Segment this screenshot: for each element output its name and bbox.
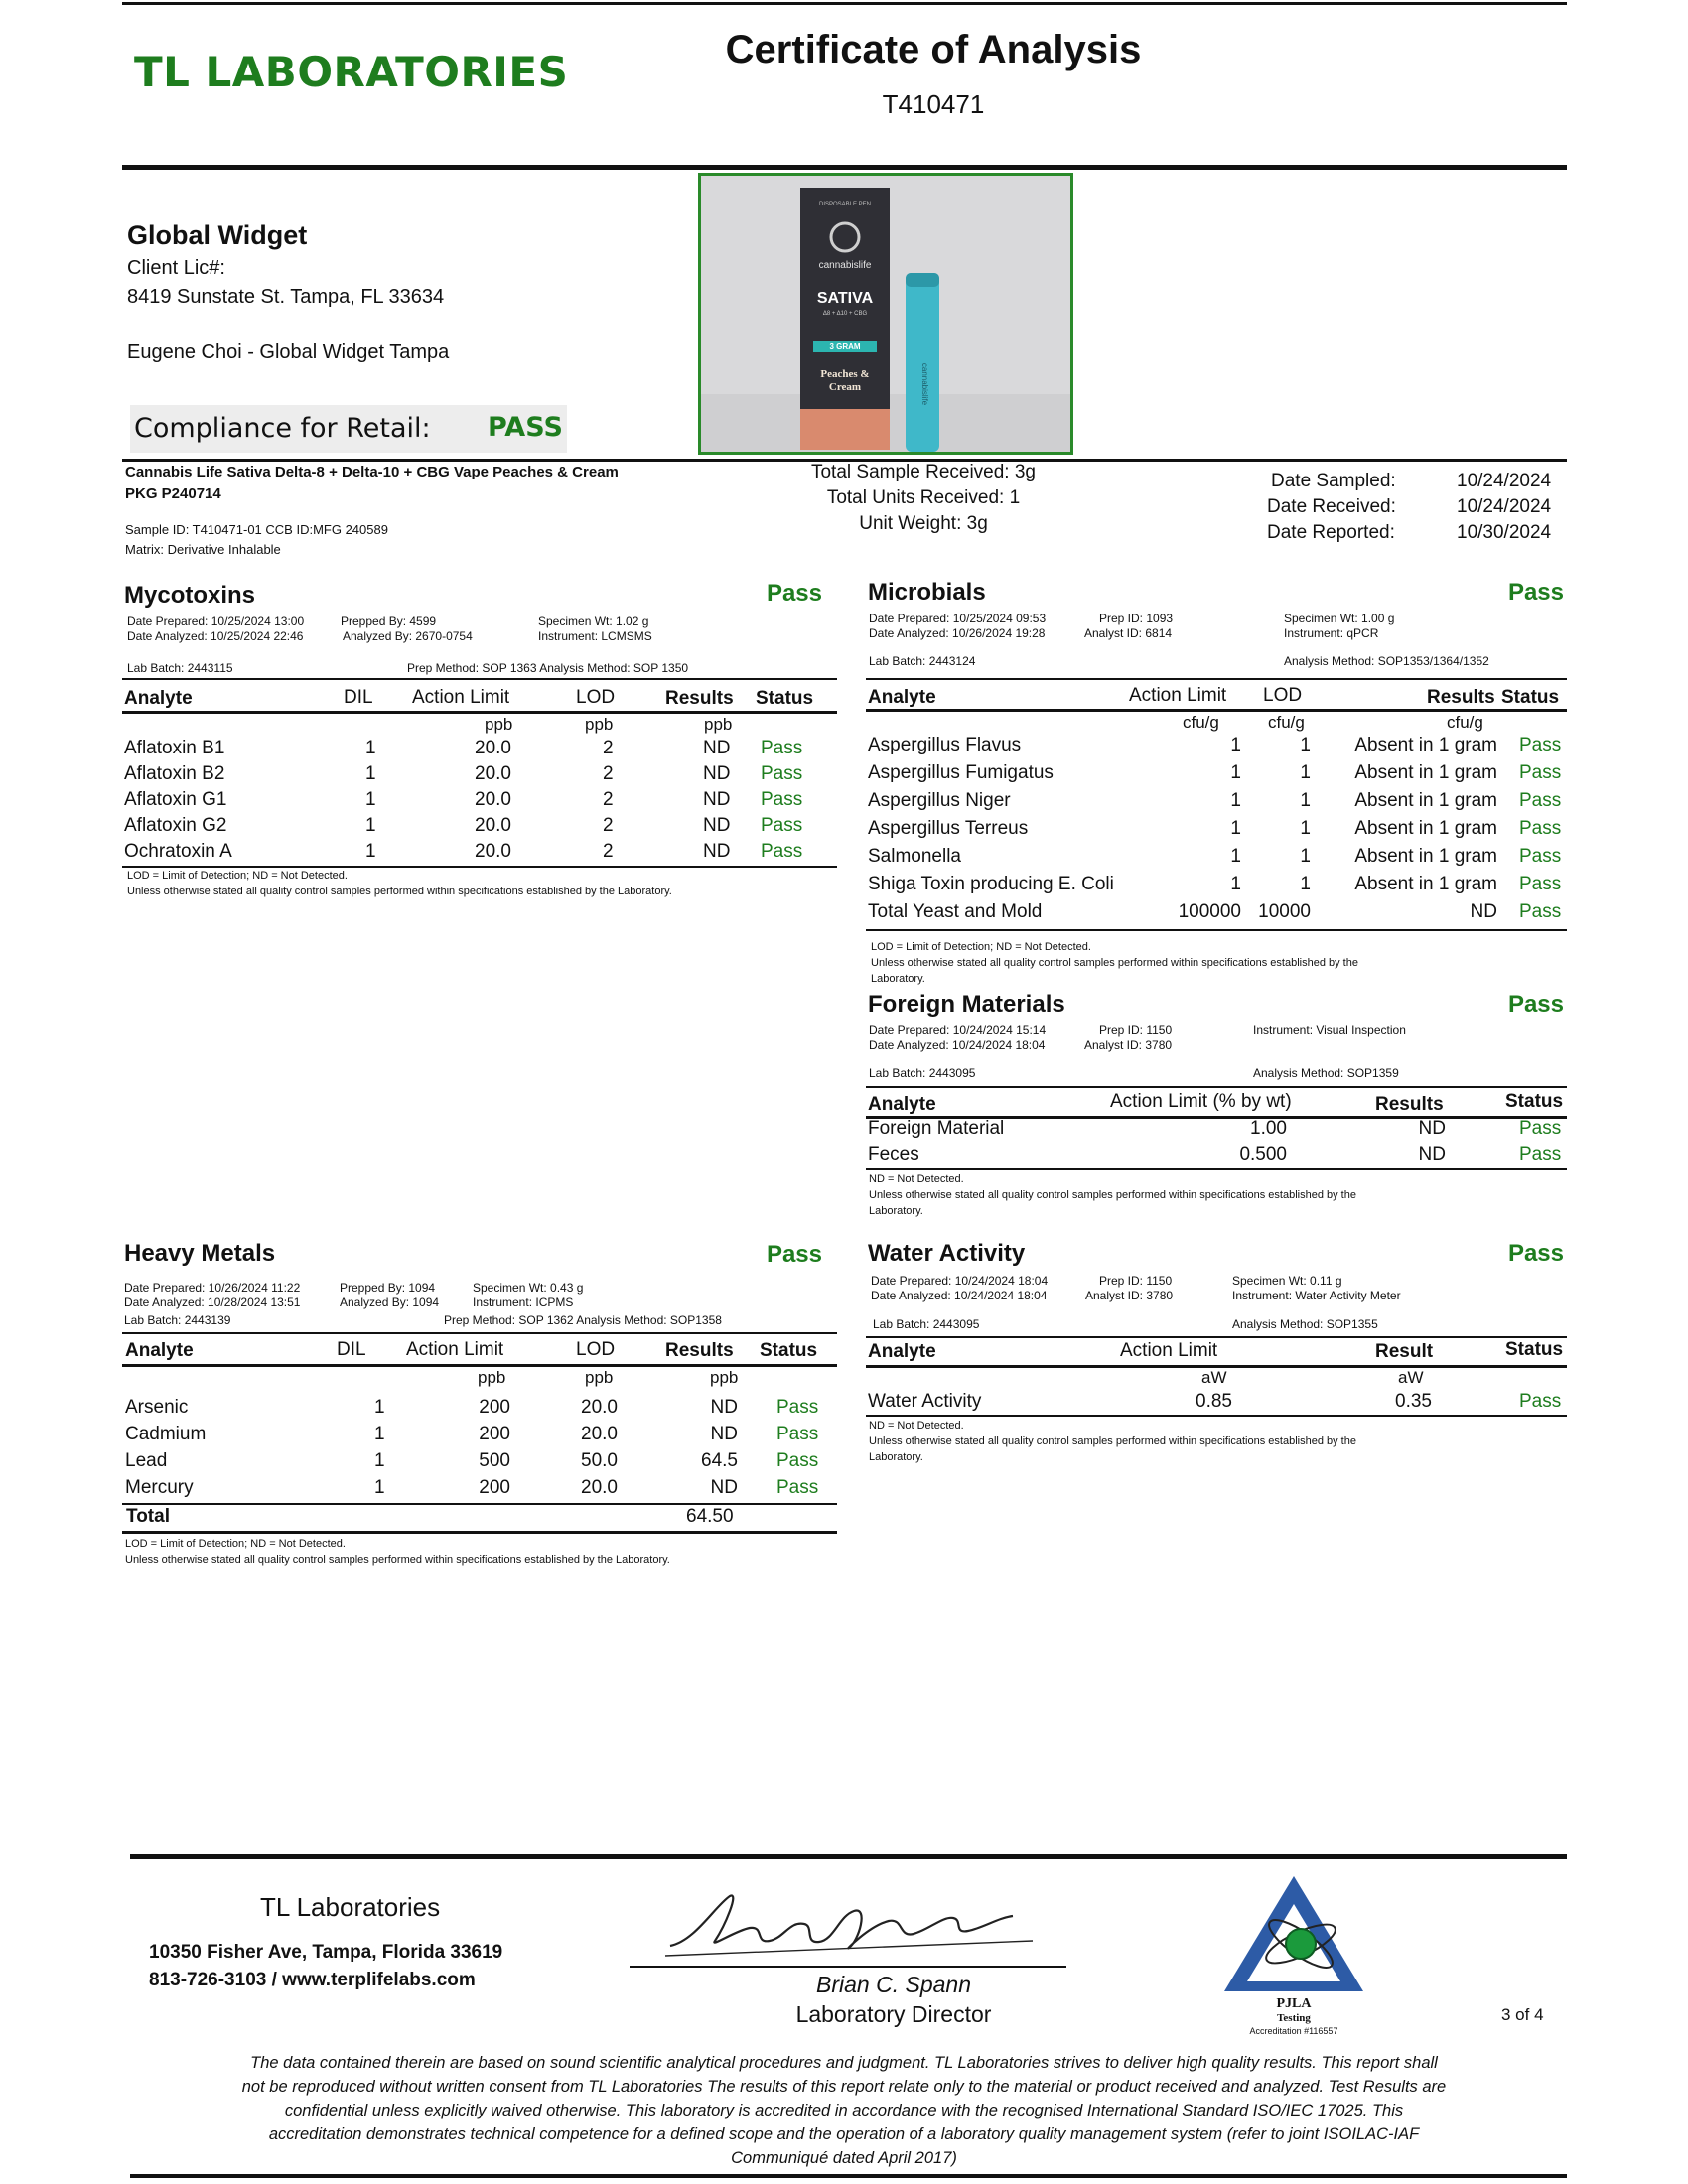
col-action-limit: Action Limit [406, 1339, 504, 1360]
results: Absent in 1 gram [1354, 735, 1497, 755]
dil: 1 [374, 1450, 385, 1471]
analyte: Aflatoxin G2 [124, 815, 227, 836]
col-lod: LOD [576, 1339, 616, 1360]
col-results: Results [1375, 1094, 1444, 1115]
compliance-label: Compliance for Retail: [134, 413, 431, 444]
mycotoxins-lab-batch: Lab Batch: 2443115 [127, 661, 233, 675]
analyte: Lead [125, 1450, 168, 1471]
microbials-bottom-rule [866, 929, 1567, 931]
mycotoxins-note-2: Unless otherwise stated all quality control samples performed within specifications established by the Laboratory. [127, 886, 672, 897]
dil: 1 [365, 841, 376, 862]
microbials-date-analyzed: Date Analyzed: 10/26/2024 19:28 [869, 626, 1046, 640]
lab-logo-text: TL LABORATORIES [134, 48, 569, 96]
lod: 1 [1300, 735, 1311, 755]
lod: 2 [603, 763, 614, 784]
date-sampled-value: 10/24/2024 [1457, 471, 1552, 491]
results: Absent in 1 gram [1354, 818, 1497, 839]
heavy-metals-title: Heavy Metals [124, 1240, 276, 1267]
foreign-note-2: Unless otherwise stated all quality control samples performed within specifications established by the [869, 1189, 1356, 1201]
results: Absent in 1 gram [1354, 790, 1497, 811]
col-lod: LOD [1263, 685, 1303, 706]
unit-lod: ppb [585, 715, 614, 734]
box-size-text: 3 GRAM [829, 342, 861, 351]
col-status: Status [1501, 687, 1560, 708]
water-activity-title: Water Activity [868, 1240, 1026, 1267]
analyte: Aspergillus Niger [868, 790, 1011, 811]
analyte: Cadmium [125, 1424, 207, 1444]
status: Pass [776, 1477, 819, 1498]
certificate-id: T410471 [882, 89, 985, 119]
lod: 20.0 [581, 1397, 618, 1418]
unit-weight: Unit Weight: 3g [859, 513, 988, 534]
analyte: Aspergillus Terreus [868, 818, 1029, 839]
microbials-analysis-method: Analysis Method: SOP1353/1364/1352 [1284, 654, 1489, 668]
heavy-metals-header-rule [122, 1364, 837, 1367]
date-reported-value: 10/30/2024 [1457, 522, 1552, 543]
foreign-rule [866, 1086, 1567, 1088]
box-strain-sub-text: Δ8 + Δ10 + CBG [822, 311, 868, 317]
lod: 50.0 [581, 1450, 618, 1471]
analyte: Total Yeast and Mold [868, 901, 1043, 922]
status: Pass [776, 1450, 819, 1471]
results: ND [710, 1397, 738, 1418]
client-contact: Eugene Choi - Global Widget Tampa [127, 341, 450, 363]
water-specimen-wt: Specimen Wt: 0.11 g [1232, 1274, 1342, 1288]
analyte: Foreign Material [868, 1118, 1005, 1139]
unit-results: ppb [710, 1368, 739, 1387]
unit-action-limit: ppb [478, 1368, 506, 1387]
unit-lod: ppb [585, 1368, 614, 1387]
microbials-rule [866, 678, 1567, 680]
water-rule [866, 1336, 1567, 1338]
heavy-metals-date-analyzed: Date Analyzed: 10/28/2024 13:51 [124, 1296, 301, 1309]
status: Pass [1519, 735, 1562, 755]
dil: 1 [374, 1397, 385, 1418]
analyte: Water Activity [868, 1391, 982, 1412]
lod: 20.0 [581, 1424, 618, 1444]
product-photo-illustration [701, 176, 1073, 455]
microbials-analyst-id: Analyst ID: 6814 [1084, 626, 1173, 640]
results: ND [1470, 901, 1497, 922]
box-brand-text: cannabislife [818, 260, 872, 271]
col-results: Results [665, 1340, 734, 1361]
col-results: Results [665, 688, 734, 709]
lod: 20.0 [581, 1477, 618, 1498]
analyte: Aflatoxin G1 [124, 789, 227, 810]
compliance-result: PASS [488, 412, 563, 443]
water-lab-batch: Lab Batch: 2443095 [873, 1317, 980, 1331]
water-prep-id: Prep ID: 1150 [1099, 1274, 1173, 1288]
heavy-metals-status: Pass [766, 1241, 822, 1268]
lod: 1 [1300, 846, 1311, 867]
foreign-date-analyzed: Date Analyzed: 10/24/2024 18:04 [869, 1038, 1046, 1052]
heavy-metals-date-prepared: Date Prepared: 10/26/2024 11:22 [124, 1281, 301, 1295]
heavy-metals-analyzed-by: Analyzed By: 1094 [340, 1296, 440, 1309]
col-analyte: Analyte [868, 1094, 936, 1115]
status: Pass [1519, 790, 1562, 811]
foreign-date-prepared: Date Prepared: 10/24/2024 15:14 [869, 1024, 1047, 1037]
col-analyte: Analyte [125, 1340, 194, 1361]
mycotoxins-status: Pass [766, 580, 822, 607]
analyte: Aflatoxin B2 [124, 763, 225, 784]
header-rule [122, 165, 1567, 170]
top-rule [122, 2, 1567, 5]
pjla-accreditation-text: Accreditation #116557 [1249, 2026, 1338, 2036]
lod: 1 [1300, 790, 1311, 811]
disclaimer: The data contained therein are based on sound scientific analytical procedures and judgment. TL Laboratories strives to deliver high quality results. This report shall not be reproduced without written consent from TL Laboratories The results of this report relate only to the material or product received and analyzed. Test Results are confidential unless explicitly waived otherwise. This laboratory is accredited in accordance with the recognised International Standard ISO/IEC 17025. This accreditation demonstrates technical competence for a defined scope and the operation of a laboratory quality management system (refer to joint ISOILAC-IAF Communiqué dated April 2017) [241, 2054, 1447, 2167]
unit-action-limit: cfu/g [1183, 713, 1219, 732]
results: Absent in 1 gram [1354, 874, 1497, 894]
foreign-materials-status: Pass [1507, 991, 1564, 1018]
col-action-limit: Action Limit (% by wt) [1110, 1091, 1292, 1112]
action-limit: 200 [479, 1397, 510, 1418]
unit-action-limit: ppb [485, 715, 513, 734]
microbials-title: Microbials [868, 579, 986, 606]
heavy-metals-specimen-wt: Specimen Wt: 0.43 g [473, 1281, 584, 1295]
status: Pass [1519, 818, 1562, 839]
col-analyte: Analyte [124, 688, 193, 709]
col-status: Status [1505, 1091, 1564, 1112]
analyte: Aspergillus Fumigatus [868, 762, 1054, 783]
col-result: Result [1375, 1341, 1434, 1362]
microbials-note-3: Laboratory. [871, 973, 925, 985]
action-limit: 1 [1230, 762, 1241, 783]
total-sample-received: Total Sample Received: 3g [810, 462, 1036, 482]
status: Pass [1519, 901, 1562, 922]
col-dil: DIL [344, 687, 373, 708]
lod: 2 [603, 841, 614, 862]
lod: 1 [1300, 874, 1311, 894]
foreign-instrument: Instrument: Visual Inspection [1253, 1024, 1406, 1037]
page-number: 3 of 4 [1501, 2005, 1544, 2024]
sample-matrix: Matrix: Derivative Inhalable [125, 542, 281, 557]
result: 0.35 [1395, 1391, 1432, 1412]
foreign-note-3: Laboratory. [869, 1205, 923, 1217]
microbials-specimen-wt: Specimen Wt: 1.00 g [1284, 612, 1395, 625]
action-limit: 20.0 [475, 841, 511, 862]
water-analyst-id: Analyst ID: 3780 [1085, 1289, 1174, 1302]
results: ND [703, 738, 731, 758]
footer-address: 10350 Fisher Ave, Tampa, Florida 33619 [149, 1942, 503, 1963]
lod: 1 [1300, 818, 1311, 839]
analyte: Aflatoxin B1 [124, 738, 225, 758]
heavy-metals-note-2: Unless otherwise stated all quality control samples performed within specifications established by the Laboratory. [125, 1554, 670, 1566]
foreign-analyst-id: Analyst ID: 3780 [1084, 1038, 1173, 1052]
action-limit: 500 [479, 1450, 510, 1471]
col-analyte: Analyte [868, 1341, 936, 1362]
mycotoxins-methods: Prep Method: SOP 1363 Analysis Method: SOP 1350 [407, 661, 689, 675]
action-limit: 1.00 [1250, 1118, 1287, 1139]
water-note-1: ND = Not Detected. [869, 1420, 964, 1432]
heavy-metals-note-1: LOD = Limit of Detection; ND = Not Detected. [125, 1538, 346, 1550]
mycotoxins-header-rule [122, 711, 837, 714]
unit-results: cfu/g [1447, 713, 1483, 732]
results: Absent in 1 gram [1354, 846, 1497, 867]
action-limit: 1 [1230, 735, 1241, 755]
status: Pass [1519, 1118, 1562, 1139]
signature-line [630, 1966, 1066, 1968]
heavy-metals-methods: Prep Method: SOP 1362 Analysis Method: SOP1358 [444, 1313, 722, 1327]
date-reported-label: Date Reported: [1267, 522, 1395, 543]
dil: 1 [365, 763, 376, 784]
pen-label-text: cannabislife [920, 362, 929, 406]
status: Pass [1519, 762, 1562, 783]
analyte: Feces [868, 1144, 919, 1164]
dil: 1 [365, 815, 376, 836]
water-activity-status: Pass [1507, 1240, 1564, 1267]
box-flavor-text-1: Peaches & [820, 368, 870, 380]
analyte: Ochratoxin A [124, 841, 232, 862]
unit-lod: cfu/g [1268, 713, 1305, 732]
status: Pass [776, 1397, 819, 1418]
box-strain-text: SATIVA [816, 290, 874, 307]
results: ND [703, 841, 731, 862]
analyte: Mercury [125, 1477, 194, 1498]
analyte: Salmonella [868, 846, 961, 867]
lod: 2 [603, 789, 614, 810]
dil: 1 [374, 1477, 385, 1498]
microbials-prep-id: Prep ID: 1093 [1099, 612, 1174, 625]
status: Pass [1519, 874, 1562, 894]
bottom-rule [130, 2174, 1567, 2178]
action-limit: 1 [1230, 874, 1241, 894]
mycotoxins-analyzed-by: Analyzed By: 2670-0754 [343, 629, 473, 643]
lod: 2 [603, 815, 614, 836]
results: ND [1418, 1118, 1446, 1139]
analyte: Arsenic [125, 1397, 189, 1418]
date-received-label: Date Received: [1267, 496, 1396, 517]
dil: 1 [365, 738, 376, 758]
unit-results: ppb [704, 715, 733, 734]
status: Pass [776, 1424, 819, 1444]
results: ND [703, 789, 731, 810]
director-title: Laboratory Director [795, 2001, 992, 2027]
heavy-metals-total-label: Total [126, 1506, 170, 1527]
action-limit: 20.0 [475, 815, 511, 836]
status: Pass [761, 763, 803, 784]
action-limit: 1 [1230, 846, 1241, 867]
status: Pass [1519, 1144, 1562, 1164]
analyte: Shiga Toxin producing E. Coli [868, 874, 1114, 894]
director-signature [655, 1886, 1053, 1966]
footer-contact: 813-726-3103 / www.terplifelabs.com [149, 1970, 476, 1990]
analyte: Aspergillus Flavus [868, 735, 1022, 755]
action-limit: 100000 [1178, 901, 1241, 922]
mycotoxins-instrument: Instrument: LCMSMS [538, 629, 652, 643]
foreign-bottom-rule [866, 1168, 1567, 1170]
mycotoxins-date-prepared: Date Prepared: 10/25/2024 13:00 [127, 614, 305, 628]
footer-rule [130, 1854, 1567, 1859]
client-name: Global Widget [127, 220, 308, 250]
microbials-lab-batch: Lab Batch: 2443124 [869, 654, 976, 668]
mycotoxins-date-analyzed: Date Analyzed: 10/25/2024 22:46 [127, 629, 304, 643]
foreign-note-1: ND = Not Detected. [869, 1173, 964, 1185]
director-name: Brian C. Spann [816, 1972, 971, 1997]
heavy-metals-bottom-rule [122, 1531, 837, 1534]
total-units-received: Total Units Received: 1 [826, 487, 1021, 508]
product-photo [698, 173, 1073, 455]
action-limit: 200 [479, 1424, 510, 1444]
status: Pass [761, 815, 803, 836]
status: Pass [761, 789, 803, 810]
foreign-materials-title: Foreign Materials [868, 991, 1065, 1018]
action-limit: 0.85 [1196, 1391, 1232, 1412]
client-license: Client Lic#: [127, 257, 225, 279]
unit-action-limit: aW [1201, 1368, 1227, 1387]
pjla-sub-text: Testing [1277, 2012, 1311, 2024]
col-status: Status [760, 1340, 818, 1361]
mycotoxins-specimen-wt: Specimen Wt: 1.02 g [538, 614, 649, 628]
action-limit: 1 [1230, 790, 1241, 811]
status: Pass [761, 841, 803, 862]
mycotoxins-note-1: LOD = Limit of Detection; ND = Not Detected. [127, 870, 348, 882]
water-note-2: Unless otherwise stated all quality control samples performed within specifications established by the [869, 1435, 1356, 1447]
lod: 10000 [1258, 901, 1311, 922]
col-lod: LOD [576, 687, 616, 708]
status: Pass [1519, 846, 1562, 867]
water-analysis-method: Analysis Method: SOP1355 [1232, 1317, 1378, 1331]
microbials-date-prepared: Date Prepared: 10/25/2024 09:53 [869, 612, 1047, 625]
col-action-limit: Action Limit [412, 687, 510, 708]
compliance-box [130, 405, 567, 453]
status: Pass [761, 738, 803, 758]
water-bottom-rule [866, 1415, 1567, 1417]
col-action-limit: Action Limit [1129, 685, 1227, 706]
water-note-3: Laboratory. [869, 1451, 923, 1463]
results: ND [710, 1477, 738, 1498]
action-limit: 0.500 [1239, 1144, 1287, 1164]
col-results: Results [1427, 687, 1495, 708]
action-limit: 20.0 [475, 738, 511, 758]
heavy-metals-rule [122, 1332, 837, 1334]
mycotoxins-prepped-by: Prepped By: 4599 [341, 614, 437, 628]
box-flavor-text-2: Cream [828, 381, 862, 393]
lod: 2 [603, 738, 614, 758]
microbials-header-rule [866, 709, 1567, 712]
microbials-status: Pass [1507, 579, 1564, 606]
date-sampled-label: Date Sampled: [1271, 471, 1396, 491]
results: Absent in 1 gram [1354, 762, 1497, 783]
heavy-metals-instrument: Instrument: ICPMS [473, 1296, 574, 1309]
results: ND [703, 763, 731, 784]
pjla-text: PJLA [1276, 1996, 1312, 2011]
heavy-metals-lab-batch: Lab Batch: 2443139 [124, 1313, 231, 1327]
water-instrument: Instrument: Water Activity Meter [1232, 1289, 1401, 1302]
footer-lab-name: TL Laboratories [260, 1892, 441, 1922]
heavy-metals-total-rule [122, 1503, 837, 1505]
action-limit: 20.0 [475, 763, 511, 784]
date-received-value: 10/24/2024 [1457, 496, 1552, 517]
water-date-prepared: Date Prepared: 10/24/2024 18:04 [871, 1274, 1049, 1288]
heavy-metals-total-value: 64.50 [686, 1506, 734, 1527]
sample-id: Sample ID: T410471-01 CCB ID:MFG 240589 [125, 522, 388, 537]
page-title: Certificate of Analysis [725, 28, 1142, 71]
box-header-text: DISPOSABLE PEN [818, 202, 872, 207]
results: ND [1418, 1144, 1446, 1164]
foreign-prep-id: Prep ID: 1150 [1099, 1024, 1173, 1037]
water-date-analyzed: Date Analyzed: 10/24/2024 18:04 [871, 1289, 1048, 1302]
col-analyte: Analyte [868, 687, 936, 708]
microbials-instrument: Instrument: qPCR [1284, 626, 1379, 640]
action-limit: 1 [1230, 818, 1241, 839]
microbials-note-1: LOD = Limit of Detection; ND = Not Detected. [871, 941, 1091, 953]
lod: 1 [1300, 762, 1311, 783]
pjla-triangle-icon [1219, 1874, 1368, 2038]
status: Pass [1519, 1391, 1562, 1412]
dil: 1 [374, 1424, 385, 1444]
foreign-analysis-method: Analysis Method: SOP1359 [1253, 1066, 1399, 1080]
col-action-limit: Action Limit [1120, 1340, 1218, 1361]
product-name: Cannabis Life Sativa Delta-8 + Delta-10 + CBG Vape Peaches & Cream PKG P240714 [125, 464, 619, 502]
microbials-note-2: Unless otherwise stated all quality control samples performed within specifications established by the [871, 957, 1358, 969]
results: ND [703, 815, 731, 836]
results: ND [710, 1424, 738, 1444]
results: 64.5 [701, 1450, 738, 1471]
pjla-logo [1219, 1874, 1368, 2038]
foreign-lab-batch: Lab Batch: 2443095 [869, 1066, 976, 1080]
col-dil: DIL [337, 1339, 366, 1360]
col-status: Status [756, 688, 814, 709]
mycotoxins-rule [122, 678, 837, 680]
heavy-metals-prepped-by: Prepped By: 1094 [340, 1281, 436, 1295]
mycotoxins-title: Mycotoxins [124, 582, 256, 609]
action-limit: 20.0 [475, 789, 511, 810]
action-limit: 200 [479, 1477, 510, 1498]
unit-result: aW [1398, 1368, 1424, 1387]
col-status: Status [1505, 1339, 1564, 1360]
dil: 1 [365, 789, 376, 810]
client-address: 8419 Sunstate St. Tampa, FL 33634 [127, 286, 445, 308]
